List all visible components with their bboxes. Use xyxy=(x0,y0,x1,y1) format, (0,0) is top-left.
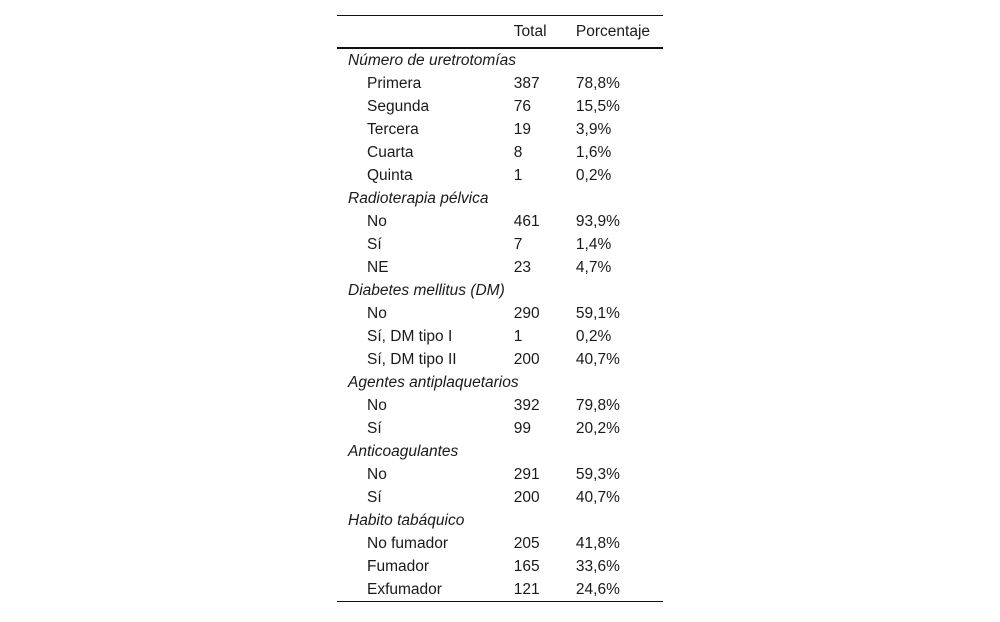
row-percentage: 1,4% xyxy=(575,235,612,253)
table-row xyxy=(337,141,663,164)
row-label: Cuarta xyxy=(367,143,414,161)
row-percentage: 78,8% xyxy=(575,74,620,92)
row-percentage: 4,7% xyxy=(575,258,612,276)
row-percentage: 1,6% xyxy=(575,143,612,161)
section-title: Agentes antiplaquetarios xyxy=(348,373,519,391)
section-row xyxy=(337,187,663,210)
row-label: Sí, DM tipo I xyxy=(367,327,453,345)
table-row xyxy=(337,348,663,371)
table-row xyxy=(337,164,663,187)
table-row xyxy=(337,325,663,348)
table-row xyxy=(337,210,663,233)
row-label: Quinta xyxy=(367,166,413,184)
table-row xyxy=(337,302,663,325)
row-percentage: 59,3% xyxy=(575,465,620,483)
row-total: 461 xyxy=(513,212,540,230)
section-title: Diabetes mellitus (DM) xyxy=(348,281,505,299)
row-percentage: 20,2% xyxy=(575,419,620,437)
table-row xyxy=(337,463,663,486)
row-label: No xyxy=(367,212,387,230)
row-total: 205 xyxy=(513,534,540,552)
section-title: Habito tabáquico xyxy=(348,511,465,529)
row-total: 1 xyxy=(513,166,523,184)
row-total: 165 xyxy=(513,557,540,575)
row-percentage: 15,5% xyxy=(575,97,620,115)
row-total: 7 xyxy=(513,235,523,253)
section-row xyxy=(337,279,663,302)
row-total: 387 xyxy=(513,74,540,92)
row-label: Segunda xyxy=(367,97,430,115)
row-percentage: 59,1% xyxy=(575,304,620,322)
data-table-container xyxy=(337,15,663,602)
header-label xyxy=(337,16,514,49)
section-title: Radioterapia pélvica xyxy=(348,189,489,207)
row-percentage: 79,8% xyxy=(575,396,620,414)
row-percentage: 41,8% xyxy=(575,534,620,552)
row-percentage: 24,6% xyxy=(575,580,620,598)
table-row xyxy=(337,256,663,279)
row-total: 121 xyxy=(513,580,540,598)
row-percentage: 93,9% xyxy=(575,212,620,230)
row-percentage: 40,7% xyxy=(575,350,620,368)
section-row xyxy=(337,371,663,394)
header-total: Total xyxy=(513,22,547,40)
row-percentage: 40,7% xyxy=(575,488,620,506)
section-row xyxy=(337,509,663,532)
row-percentage: 0,2% xyxy=(575,166,612,184)
row-label: Sí xyxy=(367,235,382,253)
row-label: Exfumador xyxy=(367,580,442,598)
table-row xyxy=(337,532,663,555)
table-body xyxy=(337,48,663,602)
row-label: No fumador xyxy=(367,534,448,552)
row-total: 99 xyxy=(513,419,532,437)
row-label: Fumador xyxy=(367,557,430,575)
section-title: Número de uretrotomías xyxy=(348,51,516,69)
section-row xyxy=(337,440,663,463)
row-label: Primera xyxy=(367,74,422,92)
table-row xyxy=(337,555,663,578)
table-row xyxy=(337,394,663,417)
row-label: Sí xyxy=(367,419,382,437)
row-total: 23 xyxy=(513,258,532,276)
row-total: 291 xyxy=(513,465,540,483)
row-label: No xyxy=(367,465,387,483)
row-percentage: 0,2% xyxy=(575,327,612,345)
table-row xyxy=(337,578,663,602)
table-header xyxy=(337,16,663,49)
row-percentage: 33,6% xyxy=(575,557,620,575)
row-total: 200 xyxy=(513,350,540,368)
section-title: Anticoagulantes xyxy=(348,442,459,460)
row-total: 200 xyxy=(513,488,540,506)
table-row xyxy=(337,486,663,509)
row-total: 290 xyxy=(513,304,540,322)
row-label: Tercera xyxy=(367,120,419,138)
header-row xyxy=(337,16,663,49)
row-total: 76 xyxy=(513,97,532,115)
table-row xyxy=(337,95,663,118)
row-label: No xyxy=(367,304,387,322)
table-row xyxy=(337,72,663,95)
row-label: No xyxy=(367,396,387,414)
table-row xyxy=(337,233,663,256)
row-label: Sí, DM tipo II xyxy=(367,350,457,368)
row-label: NE xyxy=(367,258,389,276)
table-row xyxy=(337,118,663,141)
table-row xyxy=(337,417,663,440)
data-table xyxy=(337,15,663,602)
row-total: 19 xyxy=(513,120,532,138)
row-total: 8 xyxy=(513,143,523,161)
section-row xyxy=(337,48,663,72)
row-total: 392 xyxy=(513,396,540,414)
row-total: 1 xyxy=(513,327,523,345)
header-percentage: Porcentaje xyxy=(575,22,651,40)
row-label: Sí xyxy=(367,488,382,506)
row-percentage: 3,9% xyxy=(575,120,612,138)
